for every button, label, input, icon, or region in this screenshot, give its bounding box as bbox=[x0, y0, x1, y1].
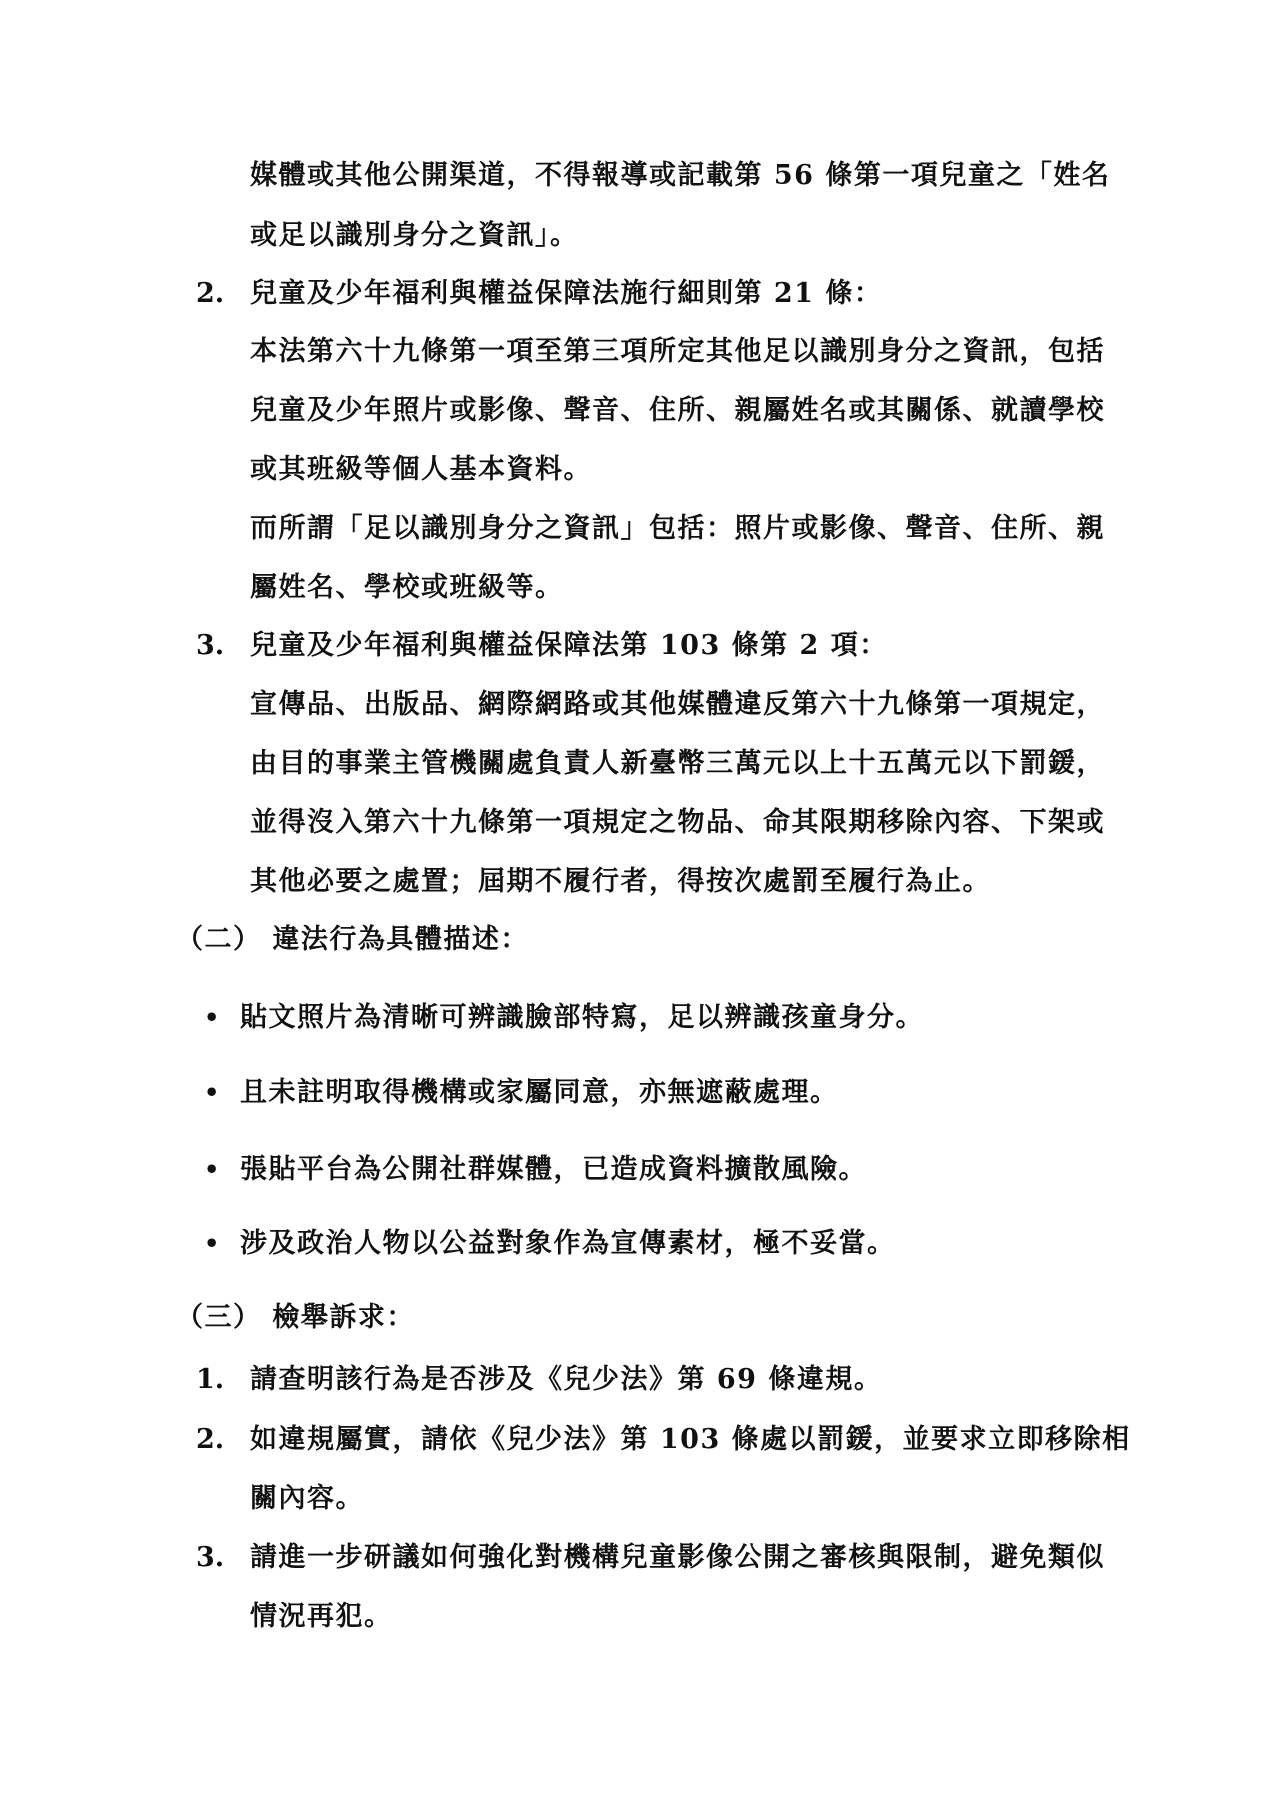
item2-title: 兒童及少年福利與權益保障法施行細則第 21 條： bbox=[250, 278, 883, 309]
request-1-number: 1. bbox=[196, 1364, 225, 1395]
item2-p1-line-2: 兒童及少年照片或影像、聲音、住所、親屬姓名或其關係、就讀學校 bbox=[250, 395, 1105, 426]
item2-p1-line-3: 或其班級等個人基本資料。 bbox=[250, 454, 592, 485]
bullet-4-text: 涉及政治人物以公益對象作為宣傳素材，極不妥當。 bbox=[240, 1228, 896, 1259]
bullet-2-text: 且未註明取得機構或家屬同意，亦無遮蔽處理。 bbox=[240, 1077, 839, 1108]
bullet-4-marker: • bbox=[204, 1229, 220, 1258]
section3-heading: （三） 檢舉訴求： bbox=[176, 1302, 415, 1333]
bullet-3-marker: • bbox=[204, 1155, 220, 1184]
item3-line-3: 並得沒入第六十九條第一項規定之物品、命其限期移除內容、下架或 bbox=[250, 807, 1105, 838]
request-2-line-1: 如違規屬實，請依《兒少法》第 103 條處以罰鍰，並要求立即移除相 bbox=[250, 1424, 1131, 1455]
item3-line-2: 由目的事業主管機關處負責人新臺幣三萬元以上十五萬元以下罰鍰， bbox=[250, 748, 1105, 779]
bullet-1-marker: • bbox=[204, 1003, 220, 1032]
bullet-3-text: 張貼平台為公開社群媒體，已造成資料擴散風險。 bbox=[240, 1154, 867, 1185]
request-3-line-2: 情況再犯。 bbox=[250, 1601, 393, 1632]
item3-line-4: 其他必要之處置；屆期不履行者，得按次處罰至履行為止。 bbox=[250, 866, 991, 897]
request-2-number: 2. bbox=[196, 1424, 225, 1455]
request-3-line-1: 請進一步研議如何強化對機構兒童影像公開之審核與限制，避免類似 bbox=[250, 1542, 1105, 1573]
section2-heading: （二） 違法行為具體描述： bbox=[176, 924, 529, 955]
item1-cont-line-1: 媒體或其他公開渠道，不得報導或記載第 56 條第一項兒童之「姓名 bbox=[250, 160, 1111, 191]
item1-cont-line-2: 或足以識別身分之資訊」。 bbox=[250, 220, 579, 251]
request-3-number: 3. bbox=[196, 1542, 225, 1573]
item2-p1-line-1: 本法第六十九條第一項至第三項所定其他足以識別身分之資訊，包括 bbox=[250, 336, 1105, 367]
bullet-1-text: 貼文照片為清晰可辨識臉部特寫，足以辨識孩童身分。 bbox=[240, 1002, 924, 1033]
item2-p2-line-2: 屬姓名、學校或班級等。 bbox=[250, 572, 564, 603]
request-2-line-2: 關內容。 bbox=[250, 1483, 364, 1514]
item3-title: 兒童及少年福利與權益保障法第 103 條第 2 項： bbox=[250, 630, 888, 661]
bullet-2-marker: • bbox=[204, 1078, 220, 1107]
item2-number: 2. bbox=[196, 278, 225, 309]
request-1-line-1: 請查明該行為是否涉及《兒少法》第 69 條違規。 bbox=[250, 1364, 883, 1395]
item2-p2-line-1: 而所謂「足以識別身分之資訊」包括：照片或影像、聲音、住所、親 bbox=[250, 513, 1105, 544]
item3-line-1: 宣傳品、出版品、網際網路或其他媒體違反第六十九條第一項規定， bbox=[250, 689, 1105, 720]
item3-number: 3. bbox=[196, 630, 225, 661]
